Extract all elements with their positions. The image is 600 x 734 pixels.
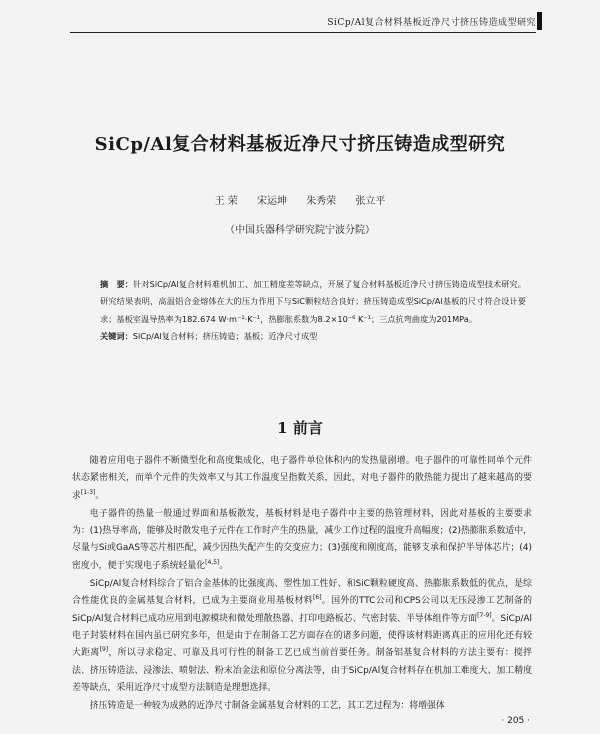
paragraph-text: 。 [219, 560, 229, 571]
author-name: 张立平 [355, 196, 386, 207]
body-paragraph [72, 453, 532, 505]
running-head: SiCp/Al复合材料基板近净尺寸挤压铸造成型研究 [70, 14, 536, 33]
paragraph-text: 。SiCp/Al电子封装材料在国内虽已研究多年，但是由于在制备工艺方面存在的诸多问题，使得该材料距离真正的应用化还有较大距离 [72, 613, 533, 659]
citation: [4,5] [205, 558, 220, 566]
body-text [72, 453, 532, 716]
citation: [7-9] [477, 611, 492, 619]
keywords-text: SiCp/Al复合材料；挤压铸造；基板；近净尺寸成型 [132, 330, 318, 341]
paragraph-text: 随着应用电子器件不断微型化和高度集成化，电子器件单位体积内的发热量剧增。电子器件的可靠性同单个元件状态紧密相关，而单个元件的失效率又与其工作温度呈指数关系，因此，对电子器件的散热能力提出了越来越高的要求 [72, 456, 532, 501]
author-name: 朱秀荣 [306, 196, 337, 207]
abstract-block [100, 276, 526, 345]
paper-title: SiCp/Al复合材料基板近净尺寸挤压铸造成型研究 [94, 134, 506, 155]
author-name: 王 荣 [214, 196, 238, 207]
page-edge-mark [537, 12, 542, 30]
affiliation: （中国兵器科学研究院宁波分院） [225, 225, 375, 236]
citation: [9] [99, 646, 109, 654]
paragraph-text: 。 [95, 490, 105, 501]
keywords-paragraph [100, 328, 526, 345]
body-paragraph [72, 698, 532, 715]
paragraph-text: ，所以寻求稳定、可靠及具可行性的制备工艺已成当前首要任务。制备铝基复合材料的方法主要有：搅拌法、挤压铸造法、浸渗法、喷射法、粉末冶金法和原位分离法等，由于SiCp/Al复合材料存在机加工难度大、加工精度差等缺点，采用近净尺寸成型方法制造是理想选择。 [72, 648, 533, 693]
citation: [1-3] [80, 488, 96, 496]
paragraph-text: SiCp/Al复合材料综合了铝合金基体的比强度高、塑性加工性好、和SiC颗粒硬度高、热膨胀系数低的优点，是综合性能优良的金属基复合材料，已成为主要商业用基板材料 [72, 579, 532, 607]
abstract-label: 摘 要： [100, 279, 134, 289]
abstract-text: 针对SiCp/Al复合材料难机加工、加工精度差等缺点，开展了复合材料基板近净尺寸挤压铸造成型技术研究。研究结果表明，高温铝合金熔体在大的压力作用下与SiC颗粒结合良好；挤压铸造成型SiCp/Al基板的尺寸符合设计要求；基板室温导热率为182.674 W·m⁻¹·K⁻¹，热膨胀系数为8.2×10⁻⁶ K⁻¹；三点抗弯曲度为201MPa。 [100, 279, 526, 324]
author-list [0, 192, 600, 207]
paragraph-text: 电子器件的热量一般通过界面和基板散发，基板材料是电子器件中主要的热管理材料，因此对基板的主要要求为：(1)热导率高，能够及时散发电子元件在工作时产生的热量，减少工作过程的温度升高幅度；(2)热膨胀系数适中，尽量与Si或GaAS等芯片相匹配，减少因热失配产生的交变应力；(3)强度和刚度高，能够支承和保护半导体芯片；(4)密度小，便于实现电子系统轻量化 [72, 508, 533, 571]
body-paragraph [72, 506, 532, 575]
body-paragraph [72, 576, 532, 697]
paragraph-text: 挤压铸造是一种较为成熟的近净尺寸制备金属基复合材料的工艺，其工艺过程为：将增强体 [89, 701, 445, 712]
keywords-label: 关键词： [100, 330, 133, 341]
abstract-paragraph [100, 276, 526, 328]
page-number: · 205 · [501, 716, 530, 726]
section-heading: 1 前言 [277, 419, 323, 437]
citation: [6] [313, 594, 322, 602]
author-name: 宋运坤 [257, 196, 287, 207]
paragraph-text: 。国外的TTC公司和CPS公司以无压浸渗工艺制备的SiCp/Al复合材料已成功应用到电源模块和微处理散热器、打印电路板芯、气密封装、半导体组件等方面 [72, 596, 532, 624]
